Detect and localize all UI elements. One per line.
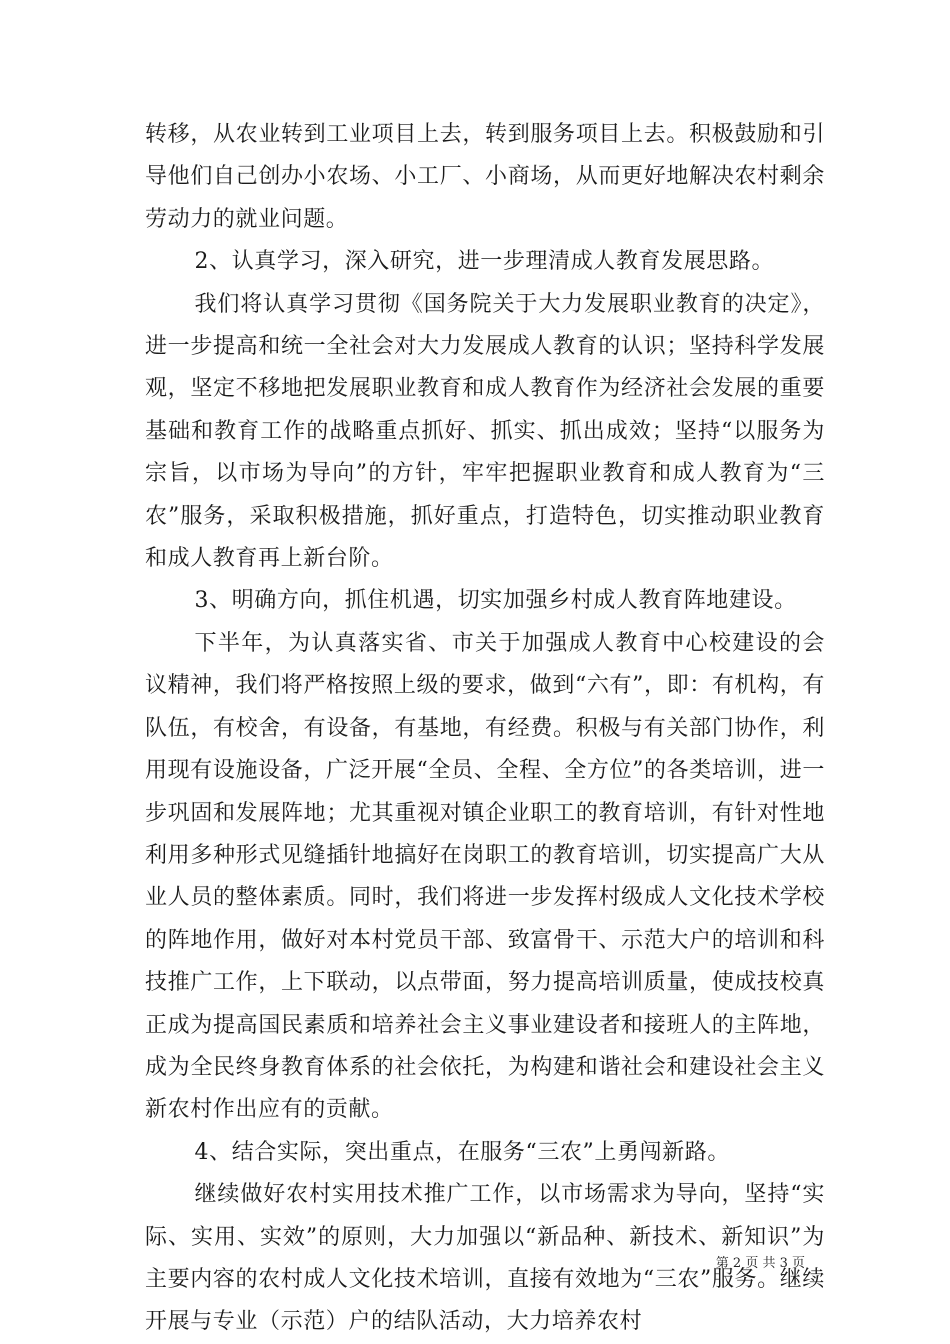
paragraph-5: 下半年，为认真落实省、市关于加强成人教育中心校建设的会议精神，我们将严格按照上级的要求，做到“六有”，即：有机构，有队伍，有校舍，有设备，有基地，有经费。积极与有关部门协作，利用现有设施设备，广泛开展“全员、全程、全方位”的各类培训，进一步巩固和发展阵地；尤其重视对镇企业职工的教育培训，有针对性地利用多种形式见缝插针地搞好在岗职工的教育培训，切实提高广大从业人员的整体素质。同时，我们将进一步发挥村级成人文化技术学校的阵地作用，做好对本村党员干部、致富骨干、示范大户的培训和科技推广工作，上下联动，以点带面，努力提高培训质量，使成技校真正成为提高国民素质和培养社会主义事业建设者和接班人的主阵地，成为全民终身教育体系的社会依托，为构建和谐社会和建设社会主义新农村作出应有的贡献。 [145, 630, 825, 1123]
paragraph-7: 继续做好农村实用技术推广工作，以市场需求为导向，坚持“实际、实用、实效”的原则，大力加强以“新品种、新技术、新知识”为主要内容的农村成人文化技术培训，直接有效地为“三农”服务。继续开展与专业（示范）户的结队活动，大力培养农村 [145, 1182, 825, 1335]
heading-3-build-base: 3、明确方向，抓住机遇，切实加强乡村成人教育阵地建设。 [194, 588, 797, 614]
page-number: 第 2 页 共 3 页 [715, 1256, 805, 1271]
paragraph-3: 我们将认真学习贯彻《国务院关于大力发展职业教育的决定》，进一步提高和统一全社会对大力发展成人教育的认识；坚持科学发展观，坚定不移地把发展职业教育和成人教育作为经济社会发展的重要基础和教育工作的战略重点抓好、抓实、抓出成效；坚持“以服务为宗旨，以市场为导向”的方针，牢牢把握职业教育和成人教育为“三农”服务，采取积极措施，抓好重点，打造特色，切实推动职业教育和成人教育再上新台阶。 [145, 291, 825, 572]
body-text [145, 114, 825, 1344]
heading-4-serve-sannong: 4、结合实际，突出重点，在服务“三农”上勇闯新路。 [194, 1139, 730, 1165]
paragraph-1: 转移，从农业转到工业项目上去，转到服务项目上去。积极鼓励和引导他们自己创办小农场、小工厂、小商场，从而更好地解决农村剩余劳动力的就业问题。 [145, 122, 825, 232]
heading-2-study-research: 2、认真学习，深入研究，进一步理清成人教育发展思路。 [194, 249, 775, 275]
